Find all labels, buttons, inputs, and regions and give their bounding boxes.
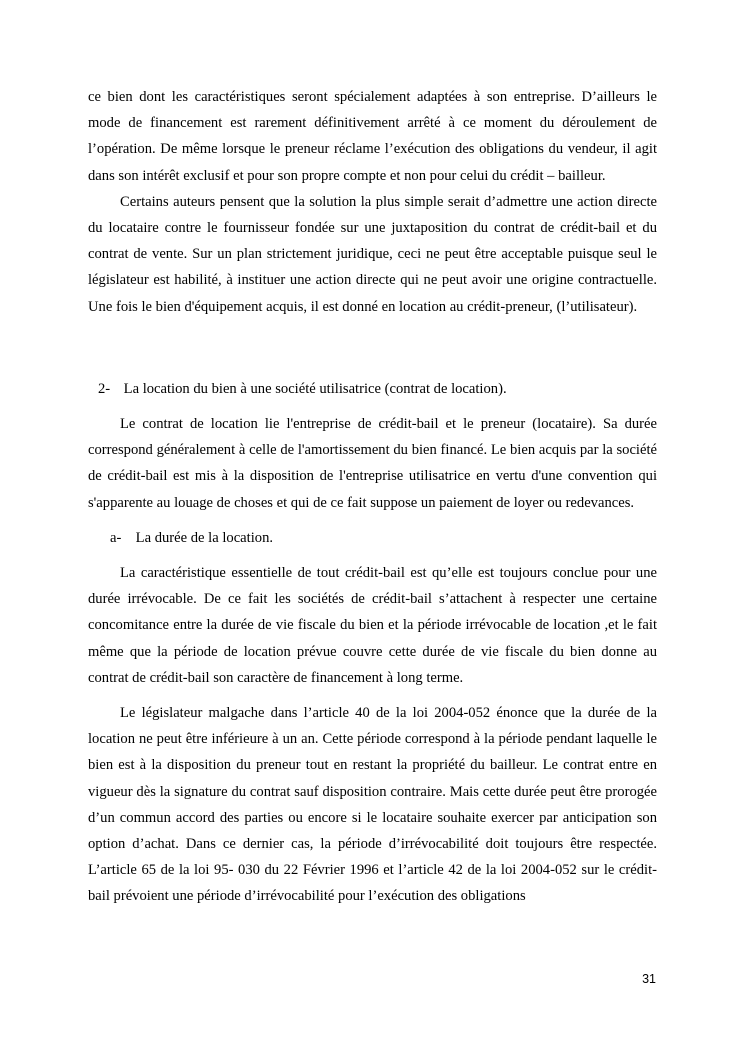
- paragraph-direct-action: Certains auteurs pensent que la solution la plus simple serait d’admettre une action directe du locataire contre le fournisseur fondée sur une juxtaposition du contrat de crédit-bail et du contrat de vente. Sur un plan strictement juridique, ceci ne peut être acceptable puisque seul le législateur est habilité, à instituer une action directe qui ne peut avoir une origine contractuelle. Une fois le bien d'équipement acquis, il est donné en location au crédit-preneur, (l’utilisateur).: [88, 193, 657, 315]
- heading-spacer: [88, 402, 657, 411]
- paragraph-spacer: [88, 691, 657, 700]
- subsection-heading-a: [88, 525, 657, 551]
- heading-spacer: [88, 516, 657, 525]
- paragraph-malagasy-legislator: Le législateur malgache dans l’article 40 de la loi 2004-052 énonce que la durée de la location ne peut être inférieure à un an. Cette période correspond à la période pendant laquelle le bien est à la disposition du preneur tout en restant la propriété du bailleur. Le contrat entre en vigueur dès la signature du contrat sauf disposition contraire. Mais cette durée peut être prorogée d’un commun accord des parties ou encore si le locataire souhaite exercer par anticipation son option d’achat. Dans ce dernier cas, la période d’irrévocabilité doit toujours être respectée. L’article 65 de la loi 95- 030 du 22 Février 1996 et l’article 42 de la loi 2004-052 sur le crédit-bail prévoient une période d’irrévocabilité pour l’exécution des obligations: [88, 705, 657, 905]
- section-title: La location du bien à une société utilisatrice (contrat de location).: [123, 380, 507, 397]
- page-body: [88, 84, 657, 910]
- paragraph-location-contract: Le contrat de location lie l'entreprise de crédit-bail et le preneur (locataire). Sa durée correspond généralement à celle de l'amortissement du bien financé. Le bien acquis par la société de crédit-bail est mis à la disposition de l'entreprise utilisatrice en vertu d'une convention qui s'apparente au louage de choses et qui de ce fait suppose un paiement de loyer ou redevances.: [88, 416, 657, 511]
- paragraph-continuation: ce bien dont les caractéristiques seront spécialement adaptées à son entreprise. D’ailleurs le mode de financement est rarement définitivement arrêté à ce moment du déroulement de l’opération. De même lorsque le preneur réclame l’exécution des obligations du vendeur, il agit dans son intérêt exclusif et pour son propre compte et non pour celui du crédit – bailleur.: [88, 89, 657, 184]
- subsection-title: La durée de la location.: [135, 529, 274, 546]
- heading-spacer: [88, 551, 657, 560]
- subsection-letter: a-: [110, 529, 122, 546]
- section-spacer: [88, 320, 657, 376]
- paragraph-essential-characteristic: La caractéristique essentielle de tout crédit-bail est qu’elle est toujours conclue pour une durée irrévocable. De ce fait les sociétés de crédit-bail s’attachent à respecter une certaine concomitance entre la durée de vie fiscale du bien et la période irrévocable de location ,et le fait même que la période de location prévue couvre cette durée de vie fiscale du bien donne au contrat de crédit-bail son caractère de financement à long terme.: [88, 565, 657, 686]
- section-heading-2: [88, 376, 657, 402]
- page-number: 31: [642, 972, 656, 986]
- section-number: 2-: [98, 380, 111, 397]
